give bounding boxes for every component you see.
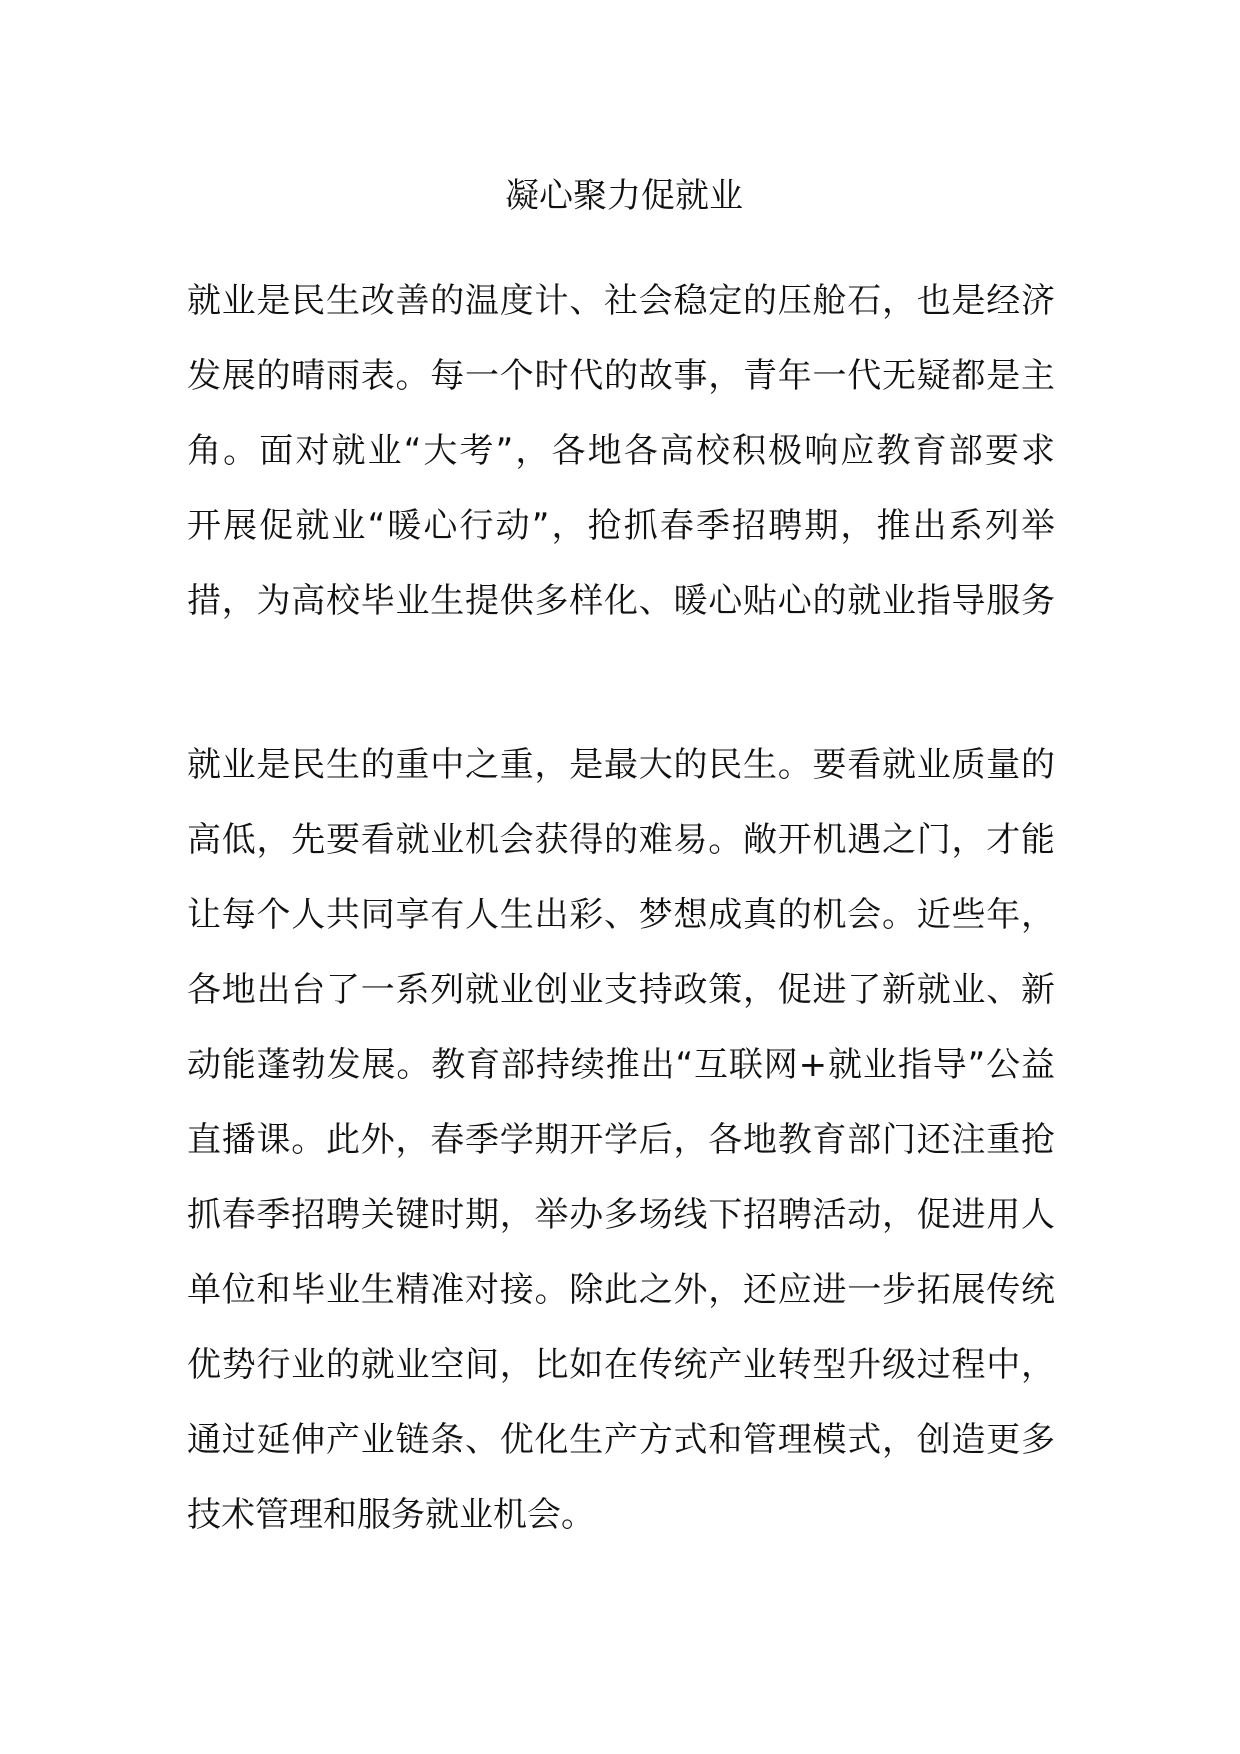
- paragraph-line: 让每个人共同享有人生出彩、梦想成真的机会。近些年，: [187, 895, 1055, 935]
- paragraph-line: 发展的晴雨表。每一个时代的故事，青年一代无疑都是主: [187, 356, 1055, 396]
- paragraph-line: 直播课。此外，春季学期开学后，各地教育部门还注重抢: [187, 1120, 1055, 1160]
- paragraph-2: [187, 728, 1055, 1553]
- paragraph-line: 单位和毕业生精准对接。除此之外，还应进一步拓展传统: [187, 1270, 1055, 1310]
- paragraph-line: 各地出台了一系列就业创业支持政策，促进了新就业、新: [187, 970, 1055, 1010]
- document-title: 凝心聚力促就业: [505, 176, 743, 216]
- paragraph-line: 就业是民生的重中之重，是最大的民生。要看就业质量的: [187, 745, 1055, 785]
- paragraph-line: 就业是民生改善的温度计、社会稳定的压舱石，也是经济: [187, 281, 1055, 321]
- paragraph-line: 技术管理和服务就业机会。: [187, 1495, 595, 1535]
- paragraph-line: 措，为高校毕业生提供多样化、暖心贴心的就业指导服务: [187, 581, 1055, 621]
- paragraph-line: 开展促就业“暖心行动”，抢抓春季招聘期，推出系列举: [187, 506, 1055, 546]
- paragraph-line: 抓春季招聘关键时期，举办多场线下招聘活动，促进用人: [187, 1195, 1055, 1235]
- paragraph-line: 动能蓬勃发展。教育部持续推出“互联网+就业指导”公益: [187, 1045, 1055, 1085]
- paragraph-line: 通过延伸产业链条、优化生产方式和管理模式，创造更多: [187, 1420, 1055, 1460]
- paragraph-line: 角。面对就业“大考”，各地各高校积极响应教育部要求: [187, 431, 1055, 471]
- paragraph-line: 高低，先要看就业机会获得的难易。敞开机遇之门，才能: [187, 820, 1055, 860]
- paragraph-1: [187, 264, 1055, 639]
- paragraph-line: 优势行业的就业空间，比如在传统产业转型升级过程中，: [187, 1345, 1055, 1385]
